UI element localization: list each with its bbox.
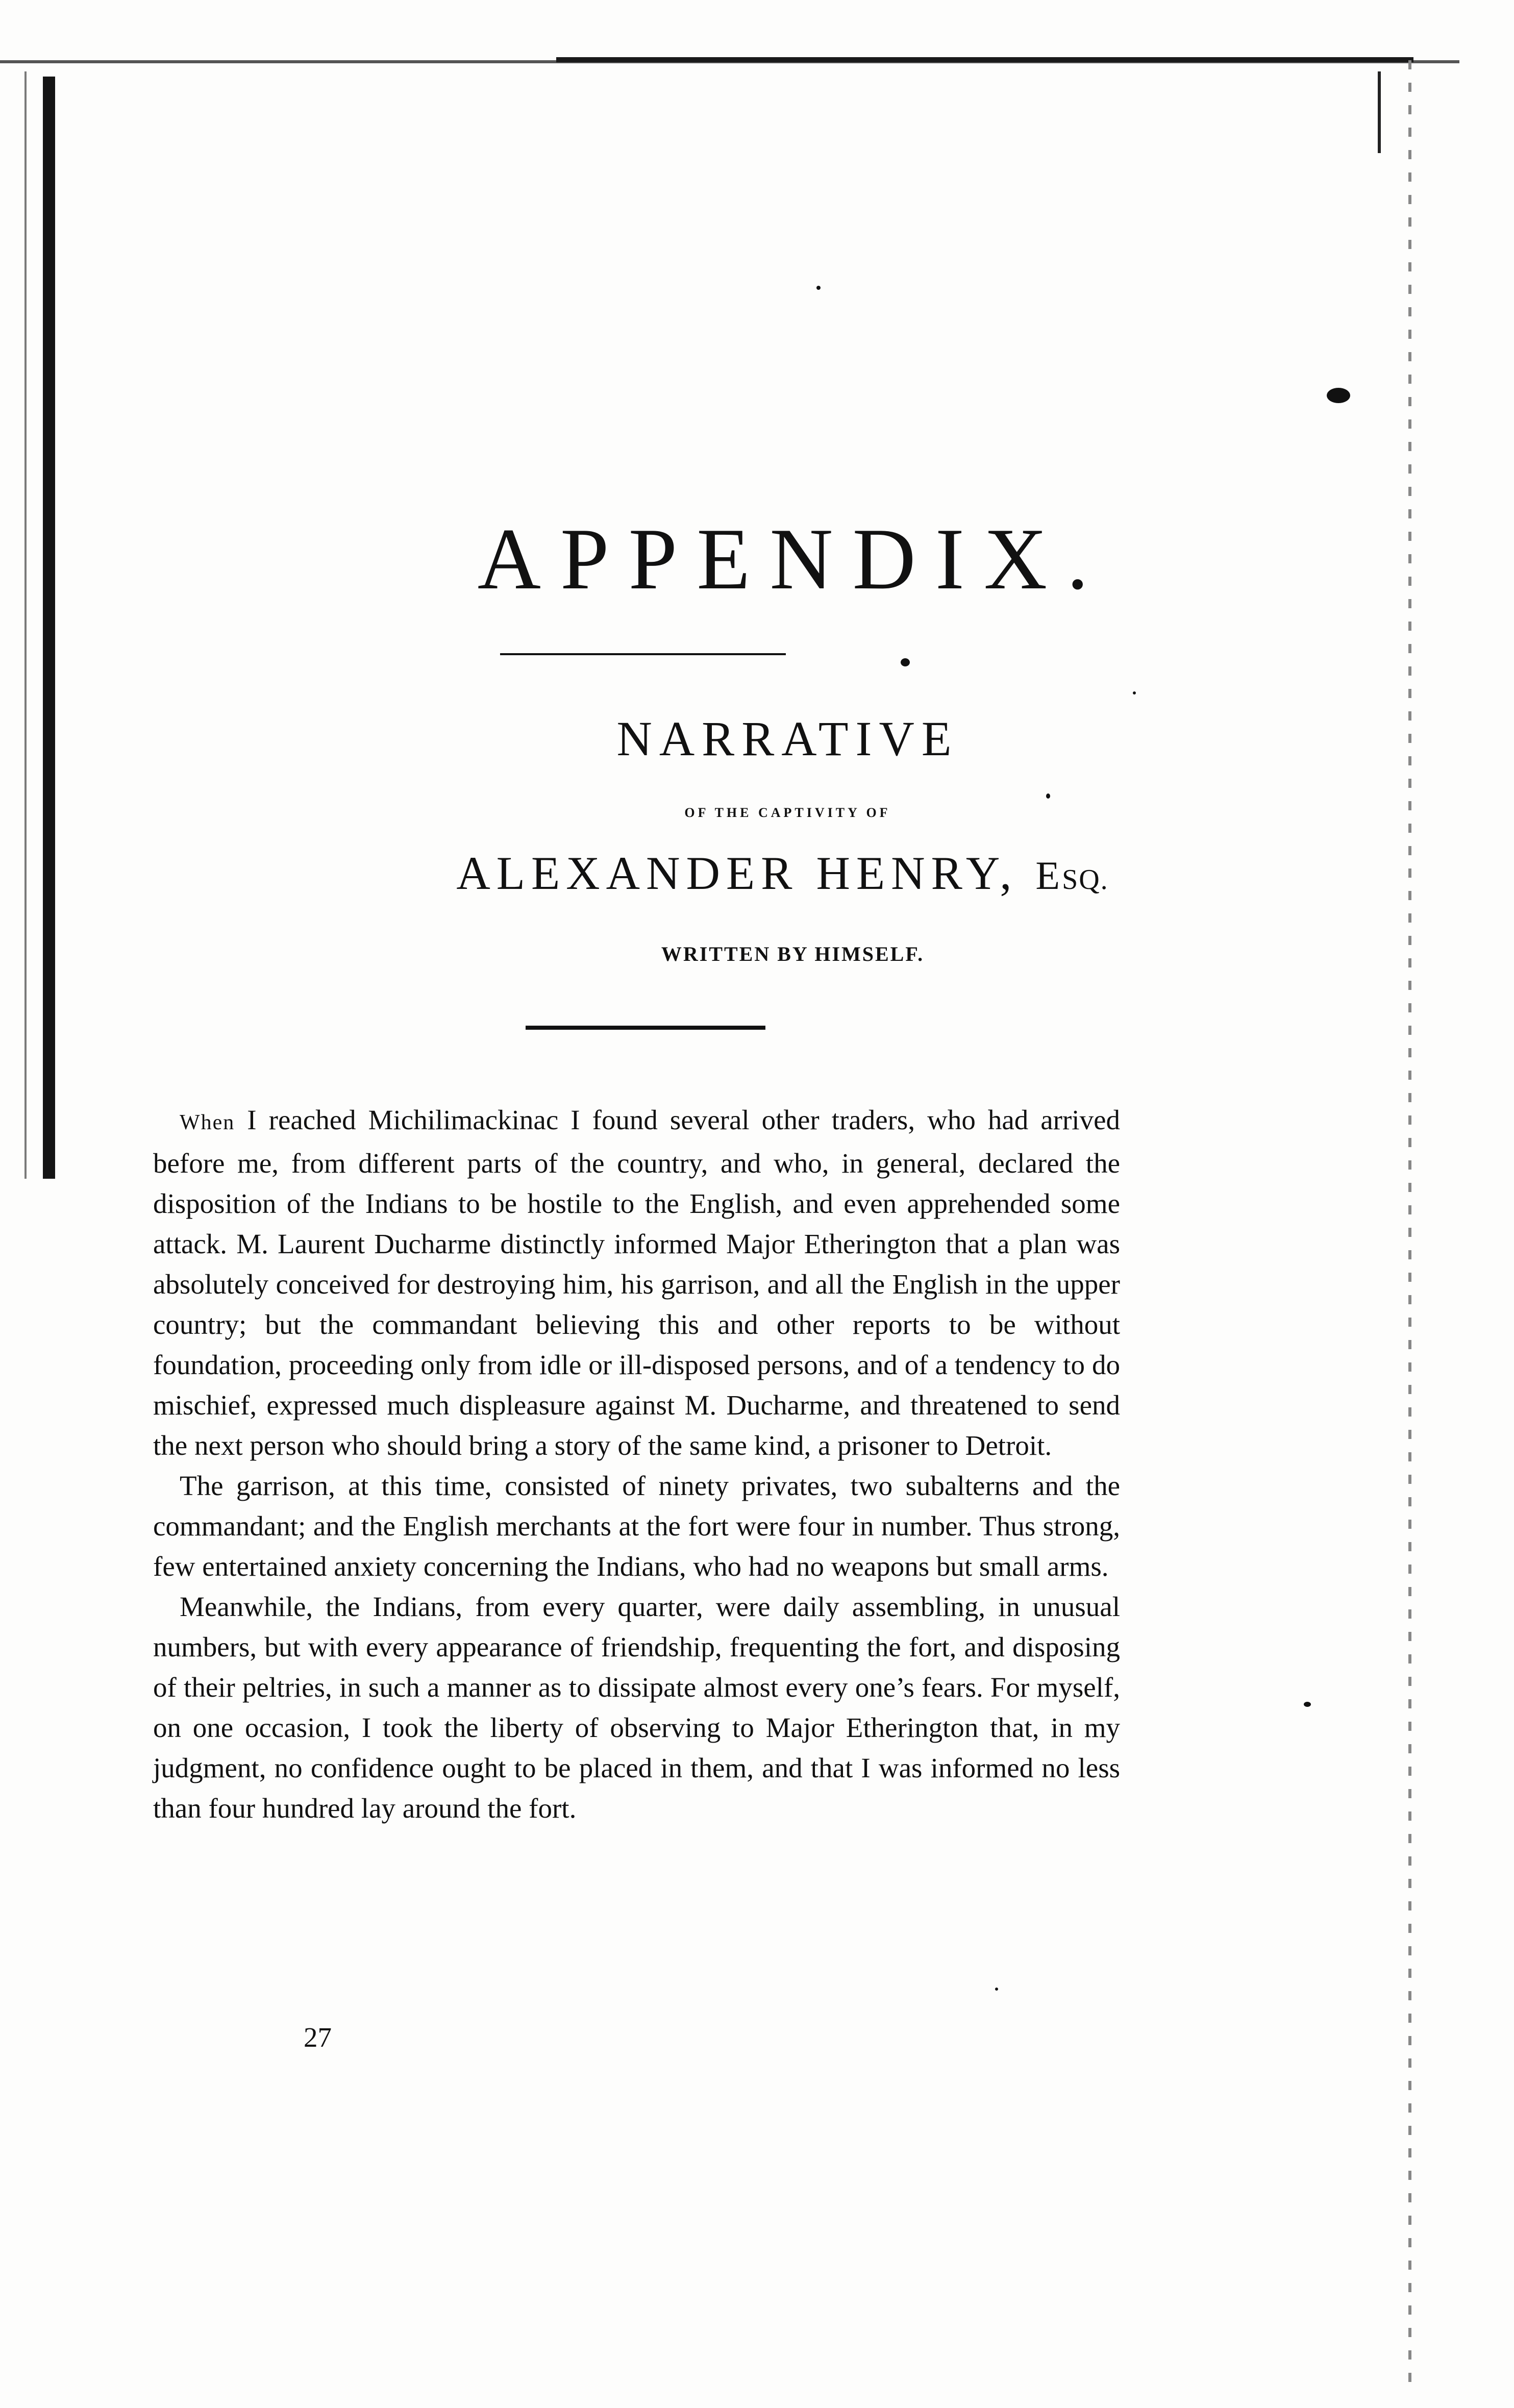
body-text [153,1100,1120,1828]
ink-speck [901,658,910,666]
scan-left-binding-shadow [43,77,55,1179]
paragraph-text: I reached Michilimackinac I found several other traders, who had arrived before me, from different parts of the country, and who, in general, declared the disposition of the Indians to be hostile to the English, and even apprehended some attack. M. Laurent Ducharme distinctly informed Major Etherington that a plan was absolutely conceived for destroying him, his garrison, and all the English in the upper country; but the commandant believing this and other reports to be without foundation, proceeding only from idle or ill-disposed persons, and of a tendency to do mischief, expressed much displeasure against M. Ducharme, and threatened to send the next person who should bring a story of the same kind, a prisoner to Detroit. [153,1104,1120,1461]
scan-right-edge [1408,60,1411,2387]
appendix-title: APPENDIX. [477,511,1108,608]
paragraph [153,1100,1120,1466]
scan-top-rule-thick [556,57,1413,62]
ink-speck [995,1988,998,1991]
heading-divider [526,1026,765,1030]
scan-left-margin-line [24,71,27,1179]
title-divider [500,653,786,655]
written-by-line: WRITTEN BY HIMSELF. [661,942,925,965]
author-name-line [26,847,1514,899]
page-number: 27 [304,2022,332,2053]
esq-initial: E [1035,853,1062,898]
esq-rest: SQ. [1062,864,1109,896]
ink-blot [1327,388,1350,403]
ink-speck [1133,691,1136,694]
captivity-subtitle: OF THE CAPTIVITY OF [684,805,891,820]
scan-right-corner [1378,71,1381,153]
paragraph: The garrison, at this time, consisted of ninety privates, two subalterns and the commandant; and the English merchants at the fort were four in number. Thus strong, few entertained anxiety concerning the Indians, who had no weapons but small arms. [153,1470,1120,1582]
ink-speck [1046,793,1050,799]
ink-speck [816,286,821,290]
narrative-title: NARRATIVE [616,711,959,766]
paragraph: Meanwhile, the Indians, from every quarter, were daily assembling, in unusual numbers, but with every appearance of friendship, frequenting the fort, and disposing of their peltries, in such a manner as to dissipate almost every one’s fears. For myself, on one occasion, I took the liberty of observing to Major Etherington that, in my judgment, no confidence ought to be placed in them, and that I was informed no less than four hundred lay around the fort. [153,1591,1120,1824]
author-name: ALEXANDER HENRY, [456,847,1018,899]
paragraph-lead-word: When [180,1111,235,1134]
ink-speck [1304,1702,1311,1707]
